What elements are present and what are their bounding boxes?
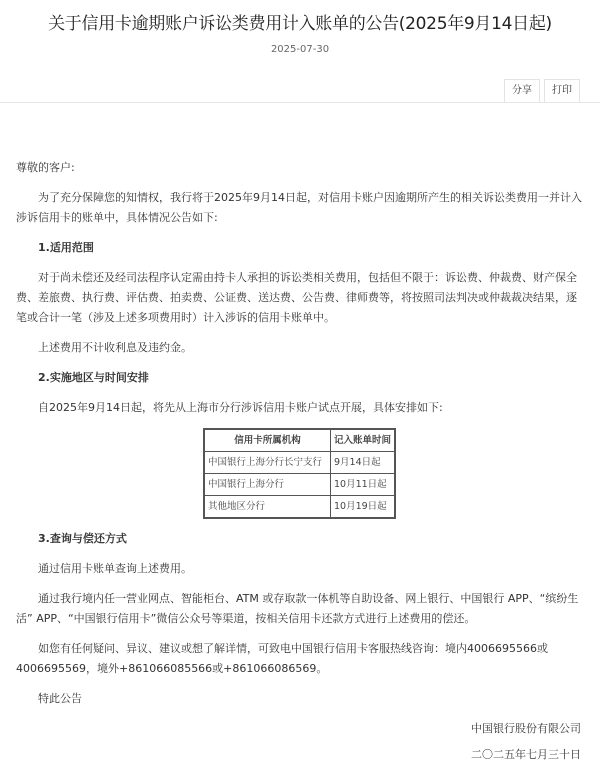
table-header-date: 记入账单时间 xyxy=(331,429,396,452)
table-cell-date: 10月19日起 xyxy=(331,496,396,519)
signature-company: 中国银行股份有限公司 xyxy=(471,722,581,735)
table-header-row xyxy=(204,429,395,452)
schedule-paragraph: 自2025年9月14日起，将先从上海市分行涉诉信用卡账户试点开展，具体安排如下: xyxy=(38,401,443,414)
table-cell-date: 9月14日起 xyxy=(331,452,396,474)
section-heading-repayment: 3.查询与偿还方式 xyxy=(38,532,127,545)
no-interest-paragraph: 上述费用不计收利息及违约金。 xyxy=(38,341,192,354)
query-paragraph: 通过信用卡账单查询上述费用。 xyxy=(38,562,192,575)
table-cell-institution: 中国银行上海分行长宁支行 xyxy=(204,452,331,474)
print-button[interactable]: 打印 xyxy=(544,79,580,102)
table-cell-date: 10月11日起 xyxy=(331,474,396,496)
table-row xyxy=(204,452,395,474)
greeting: 尊敬的客户: xyxy=(16,161,75,174)
table-row xyxy=(204,496,395,519)
table-cell-institution: 中国银行上海分行 xyxy=(204,474,331,496)
repayment-channels-paragraph: 通过我行境内任一营业网点、智能柜台、ATM 或存取款一体机等自助设备、网上银行、中国银行 APP、“缤纷生活” APP、“中国银行信用卡”微信公众号等渠道，按相关信用卡还款方式进行上述费用的偿还。 xyxy=(16,592,579,625)
table-row xyxy=(204,474,395,496)
intro-paragraph: 为了充分保障您的知情权，我行将于2025年9月14日起，对信用卡账户因逾期所产生的相关诉讼类费用一并计入涉诉信用卡的账单中，具体情况公告如下: xyxy=(16,191,582,224)
page-title: 关于信用卡逾期账户诉讼类费用计入账单的公告(2025年9月14日起) xyxy=(48,14,552,34)
action-bar xyxy=(504,79,580,102)
publish-date: 2025-07-30 xyxy=(270,44,330,55)
closing-text: 特此公告 xyxy=(38,692,82,705)
scope-paragraph: 对于尚未偿还及经司法程序认定需由持卡人承担的诉讼类相关费用，包括但不限于：诉讼费、仲裁费、财产保全费、差旅费、执行费、评估费、拍卖费、公证费、送达费、公告费、律师费等，将按照司法判决或仲裁裁决结果，逐笔或合计一笔（涉及上述多项费用时）计入涉诉的信用卡账单中。 xyxy=(16,271,577,324)
header-divider xyxy=(0,102,600,103)
announcement-body xyxy=(16,158,584,771)
table-header-institution: 信用卡所属机构 xyxy=(204,429,331,452)
section-heading-schedule: 2.实施地区与时间安排 xyxy=(38,371,149,384)
table-cell-institution: 其他地区分行 xyxy=(204,496,331,519)
signature-block xyxy=(16,719,584,765)
share-button[interactable]: 分享 xyxy=(504,79,540,102)
section-heading-scope: 1.适用范围 xyxy=(38,241,94,254)
hotline-paragraph: 如您有任何疑问、异议、建议或想了解详情，可致电中国银行信用卡客服热线咨询：境内4006695566或4006695569，境外+861066085566或+861066086569。 xyxy=(16,642,548,675)
signature-date: 二〇二五年七月三十日 xyxy=(471,748,581,761)
schedule-table-wrap xyxy=(16,428,584,519)
schedule-table xyxy=(203,428,396,519)
